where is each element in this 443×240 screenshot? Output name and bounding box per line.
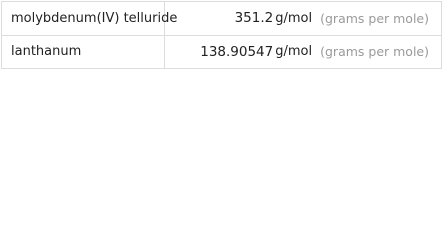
substance-name: lanthanum: [2, 36, 165, 69]
molar-mass-value: 351.2: [234, 10, 274, 27]
molar-mass-unit: g/mol: [275, 10, 313, 26]
molar-mass-unit: g/mol: [275, 44, 313, 60]
substance-name: molybdenum(IV) telluride: [2, 2, 165, 35]
molar-mass-cell: [165, 2, 441, 35]
table-row: [2, 35, 441, 69]
unit-description: (grams per mole): [320, 10, 429, 26]
unit-description: (grams per mole): [320, 44, 429, 60]
molar-mass-cell: [165, 36, 441, 69]
molar-mass-table: [1, 1, 442, 69]
table-row: [2, 2, 441, 35]
molar-mass-value: 138.90547: [200, 43, 274, 60]
